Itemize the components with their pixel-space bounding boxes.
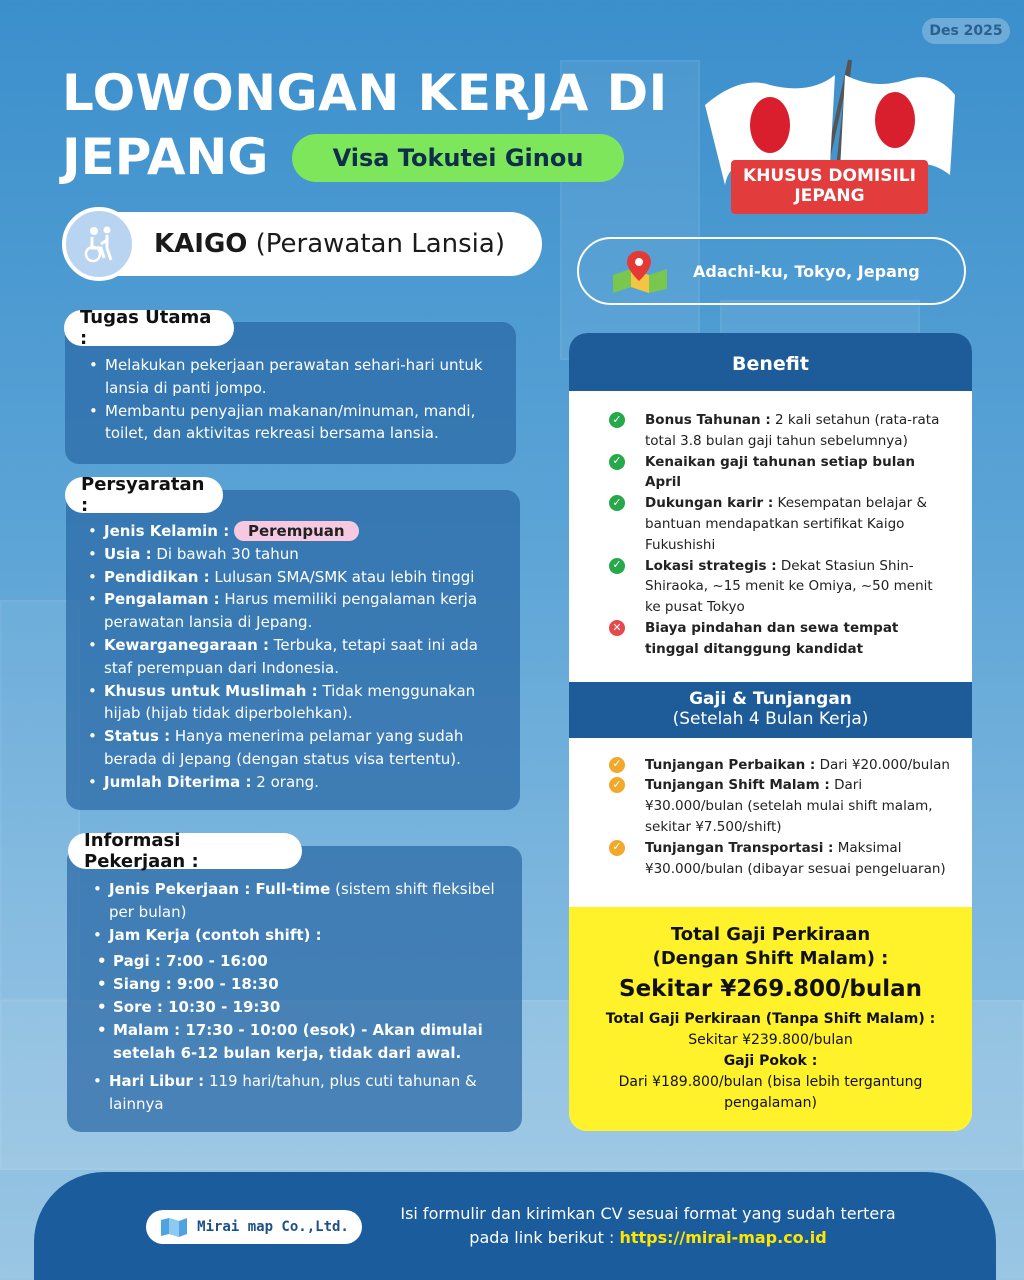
benefit-item: ✓ Kenaikan gaji tahunan setiap bulan April xyxy=(609,452,950,494)
list-item: • Melakukan pekerjaan perawatan sehari-hari untuk lansia di panti jompo. xyxy=(85,354,496,400)
list-item: • Jam Kerja (contoh shift) : • Pagi : 7:00 - 16:00 • Siang : 9:00 - 18:30 • Sore : 10:30 - 19:30 • Malam : 17:30 - 10:00 (esok) - Akan dimulai setelah 6-12 bulan kerja, tidak dari awal. xyxy=(89,924,508,1065)
domisili-badge xyxy=(731,160,928,214)
gaji-header xyxy=(569,682,972,738)
benefit-title: Benefit xyxy=(569,333,972,391)
benefit-item: ✓ Dukungan karir : Kesempatan belajar & bantuan mendapatkan sertifikat Kaigo Fukushishi xyxy=(609,493,950,555)
page-title-line2: JEPANG xyxy=(62,128,269,186)
gaji-title: Gaji & Tunjangan xyxy=(689,688,852,709)
tanpa-value: Sekitar ¥239.800/bulan xyxy=(688,1032,853,1048)
map-pin-icon xyxy=(609,249,671,293)
website-link[interactable]: https://mirai-map.co.id xyxy=(619,1228,827,1247)
total-salary-box xyxy=(569,907,972,1131)
informasi-title: Informasi Pekerjaan : xyxy=(68,833,302,869)
map-logo-icon xyxy=(159,1216,189,1238)
page-title: LOWONGAN KERJA DI xyxy=(62,64,668,122)
benefit-item: ✕ Biaya pindahan dan sewa tempat tinggal ditanggung kandidat xyxy=(609,618,950,660)
footer-line1: Isi formulir dan kirimkan CV sesuai format yang sudah tertera xyxy=(400,1204,896,1223)
informasi-panel xyxy=(67,846,522,1132)
shift-item: • Siang : 9:00 - 18:30 xyxy=(93,973,508,996)
check-icon: ✓ xyxy=(609,454,625,470)
persyaratan-title: Persyaratan : xyxy=(65,477,223,513)
company-logo xyxy=(146,1210,362,1244)
benefit-item: ✓ Lokasi strategis : Dekat Stasiun Shin-Shiraoka, ~15 menit ke Omiya, ~50 menit ke pusat Tokyo xyxy=(609,556,950,618)
list-item: • Khusus untuk Muslimah : Tidak menggunakan hijab (hijab tidak diperbolehkan). xyxy=(84,680,500,726)
total-line2: (Dengan Shift Malam) : xyxy=(652,948,889,969)
position-name: KAIGO xyxy=(154,229,248,259)
list-item: • Pendidikan : Lulusan SMA/SMK atau lebih tinggi xyxy=(84,566,500,589)
benefit-panel xyxy=(569,333,972,1131)
wheelchair-caregiver-icon xyxy=(62,207,136,281)
cross-icon: ✕ xyxy=(609,620,625,636)
shift-item: • Sore : 10:30 - 19:30 xyxy=(93,996,508,1019)
date-badge: Des 2025 xyxy=(922,18,1010,44)
logo-text: Mirai map Co.,Ltd. xyxy=(197,1219,349,1235)
tugas-title: Tugas Utama : xyxy=(64,310,234,346)
benefit-item: ✓ Bonus Tahunan : 2 kali setahun (rata-rata total 3.8 bulan gaji tahun sebelumnya) xyxy=(609,410,950,452)
persyaratan-panel xyxy=(66,490,520,810)
list-item: • Usia : Di bawah 30 tahun xyxy=(84,543,500,566)
total-amount: Sekitar ¥269.800/bulan xyxy=(619,976,922,1002)
check-icon: ✓ xyxy=(609,777,625,793)
list-item: • Kewarganegaraan : Terbuka, tetapi saat ini ada staf perempuan dari Indonesia. xyxy=(84,634,500,680)
total-line1: Total Gaji Perkiraan xyxy=(670,924,871,945)
check-icon: ✓ xyxy=(609,412,625,428)
check-icon: ✓ xyxy=(609,558,625,574)
list-item: • Pengalaman : Harus memiliki pengalaman kerja perawatan lansia di Jepang. xyxy=(84,588,500,634)
list-item: • Jenis Pekerjaan : Full-time (sistem shift fleksibel per bulan) xyxy=(89,878,508,924)
list-item: • Membantu penyajian makanan/minuman, mandi, toilet, dan aktivitas rekreasi bersama lansia. xyxy=(85,400,496,446)
check-icon: ✓ xyxy=(609,757,625,773)
domisili-line1: KHUSUS DOMISILI xyxy=(743,166,916,186)
location-text: Adachi-ku, Tokyo, Jepang xyxy=(693,261,920,281)
tunjangan-item: ✓ Tunjangan Transportasi : Maksimal ¥30.000/bulan (dibayar sesuai pengeluaran) xyxy=(609,838,950,880)
list-item: • Jumlah Diterima : 2 orang. xyxy=(84,771,500,794)
shift-item: • Malam : 17:30 - 10:00 (esok) - Akan dimulai setelah 6-12 bulan kerja, tidak dari awal. xyxy=(93,1019,508,1065)
tanpa-label: Total Gaji Perkiraan (Tanpa Shift Malam) : xyxy=(605,1011,936,1027)
position-subtitle: (Perawatan Lansia) xyxy=(255,229,505,259)
gender-tag: Perempuan xyxy=(234,521,359,541)
list-item: • Jenis Kelamin : Perempuan xyxy=(84,520,500,543)
position-banner xyxy=(64,212,542,276)
pokok-value: Dari ¥189.800/bulan (bisa lebih tergantung pengalaman) xyxy=(618,1074,923,1111)
footer-text xyxy=(378,1202,918,1250)
gaji-subtitle: (Setelah 4 Bulan Kerja) xyxy=(672,708,869,729)
check-icon: ✓ xyxy=(609,495,625,511)
location-box xyxy=(577,237,966,305)
shift-item: • Pagi : 7:00 - 16:00 xyxy=(93,950,508,973)
check-icon: ✓ xyxy=(609,840,625,856)
tunjangan-item: ✓ Tunjangan Shift Malam : Dari ¥30.000/bulan (setelah mulai shift malam, sekitar ¥7.500/shift) xyxy=(609,775,950,837)
list-item: • Hari Libur : 119 hari/tahun, plus cuti tahunan & lainnya xyxy=(89,1070,508,1116)
domisili-line2: JEPANG xyxy=(794,186,865,206)
footer-line2: pada link berikut : xyxy=(469,1228,620,1247)
pokok-label: Gaji Pokok : xyxy=(723,1053,818,1069)
tunjangan-item: ✓ Tunjangan Perbaikan : Dari ¥20.000/bulan xyxy=(609,755,950,776)
list-item: • Status : Hanya menerima pelamar yang sudah berada di Jepang (dengan status visa tertentu). xyxy=(84,725,500,771)
visa-badge: Visa Tokutei Ginou xyxy=(292,134,624,182)
